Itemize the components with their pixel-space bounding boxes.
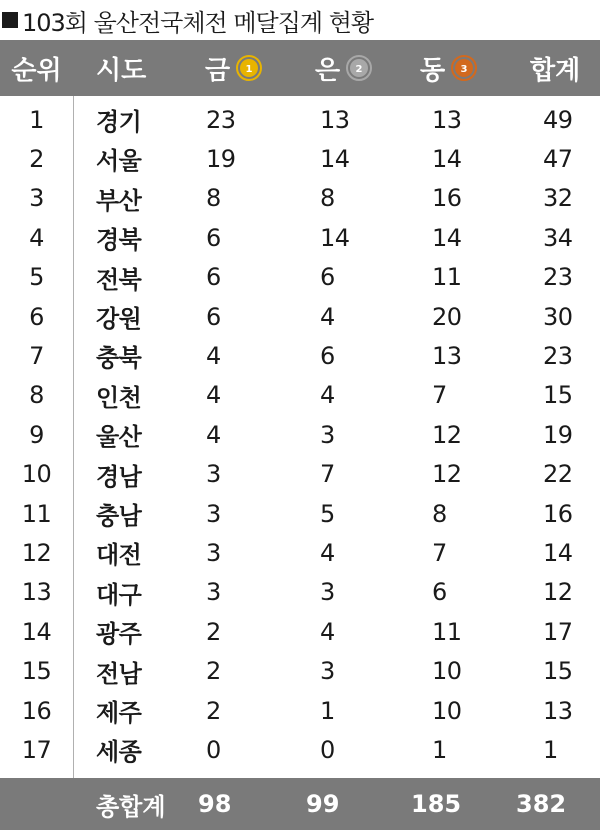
title-text: 103회 울산전국체전 메달집계 현황 [22,8,374,37]
footer-bronze: 185 [411,790,462,818]
cell-rank: 1 [29,105,44,134]
cell-rank: 2 [29,144,44,173]
header-region: 시도 [96,55,147,86]
header-gold-label: 금 [205,55,231,86]
cell-silver: 3 [320,657,335,686]
header-gold [205,40,262,96]
cell-bronze: 6 [432,578,447,607]
header-bronze-label: 동 [420,55,446,86]
cell-total: 47 [543,144,573,173]
cell-total: 19 [543,420,573,449]
table-row [0,691,600,730]
table-row [0,218,600,257]
table-row [0,533,600,572]
cell-gold: 6 [206,223,221,252]
table-row [0,100,600,139]
table-footer [0,778,600,830]
table-header [0,40,600,96]
cell-bronze: 12 [432,420,462,449]
silver-medal-number: 2 [355,64,363,75]
cell-region: 경북 [96,226,142,255]
cell-gold: 4 [206,381,221,410]
cell-gold: 3 [206,538,221,567]
cell-silver: 3 [320,578,335,607]
header-silver [315,40,372,96]
cell-rank: 6 [29,302,44,331]
cell-bronze: 7 [432,381,447,410]
cell-total: 13 [543,696,573,725]
cell-region: 경남 [96,462,142,491]
cell-silver: 13 [320,105,350,134]
cell-region: 제주 [96,699,142,727]
cell-region: 서울 [96,147,142,176]
cell-silver: 14 [320,223,350,252]
cell-rank: 3 [29,184,44,213]
cell-gold: 4 [206,420,221,449]
cell-silver: 3 [320,420,335,449]
footer-silver: 99 [306,790,340,818]
cell-region: 울산 [96,423,142,452]
cell-rank: 15 [21,657,52,686]
cell-region: 세종 [96,738,142,767]
cell-gold: 0 [206,735,221,764]
cell-total: 1 [543,735,558,764]
cell-region: 경기 [96,108,142,136]
cell-rank: 5 [29,263,44,292]
cell-region: 대구 [96,580,142,609]
cell-bronze: 13 [432,105,462,134]
header-bronze [420,40,477,96]
cell-gold: 8 [206,184,221,213]
cell-region: 인천 [96,383,142,412]
cell-bronze: 11 [432,263,462,292]
cell-gold: 6 [206,302,221,331]
cell-total: 23 [543,341,573,370]
cell-rank: 8 [29,381,44,410]
cell-rank: 16 [21,696,52,725]
cell-total: 30 [543,302,573,331]
cell-gold: 2 [206,696,221,725]
footer-gold: 98 [198,790,232,818]
cell-region: 대전 [96,541,142,570]
cell-silver: 4 [320,381,335,410]
cell-silver: 6 [320,341,335,370]
table-row [0,573,600,612]
cell-bronze: 10 [432,657,462,686]
cell-rank: 12 [21,538,52,567]
cell-rank: 7 [29,341,44,370]
cell-gold: 3 [206,499,221,528]
table-row [0,455,600,494]
cell-silver: 4 [320,538,335,567]
cell-total: 16 [543,499,573,528]
cell-total: 49 [543,105,573,134]
cell-silver: 6 [320,263,335,292]
cell-rank: 11 [21,499,52,528]
header-rank: 순위 [11,55,62,86]
cell-total: 15 [543,657,573,686]
cell-bronze: 1 [432,735,447,764]
table-row [0,652,600,691]
cell-silver: 8 [320,184,335,213]
cell-rank: 10 [21,460,52,489]
cell-silver: 4 [320,302,335,331]
cell-bronze: 16 [432,184,462,213]
cell-bronze: 10 [432,696,462,725]
cell-gold: 2 [206,617,221,646]
cell-region: 강원 [96,305,142,333]
cell-bronze: 14 [432,223,462,252]
cell-silver: 1 [320,696,335,725]
table-row [0,139,600,178]
cell-region: 충북 [96,344,142,373]
cell-total: 15 [543,381,573,410]
cell-total: 12 [543,578,573,607]
footer-label: 총합계 [96,792,166,821]
cell-bronze: 7 [432,538,447,567]
cell-rank: 17 [21,735,52,764]
cell-silver: 5 [320,499,335,528]
cell-region: 충남 [96,502,142,530]
table-row [0,258,600,297]
cell-total: 32 [543,184,573,213]
footer-total: 382 [516,790,567,818]
cell-silver: 14 [320,144,350,173]
cell-gold: 3 [206,460,221,489]
table-row [0,612,600,651]
bronze-medal-icon [451,55,477,81]
cell-gold: 3 [206,578,221,607]
gold-medal-number: 1 [245,64,253,75]
table-row [0,179,600,218]
table-row [0,336,600,375]
cell-silver: 7 [320,460,335,489]
cell-total: 14 [543,538,573,567]
cell-rank: 13 [21,578,52,607]
header-total: 합계 [530,55,581,86]
cell-region: 부산 [96,186,142,215]
header-silver-label: 은 [315,55,341,86]
chart-title [0,0,600,40]
cell-gold: 23 [206,105,236,134]
cell-gold: 19 [206,144,236,173]
cell-region: 전남 [96,659,142,688]
cell-silver: 0 [320,735,335,764]
silver-medal-icon [346,55,372,81]
cell-bronze: 13 [432,341,462,370]
cell-rank: 14 [21,617,52,646]
table-row [0,297,600,336]
cell-bronze: 12 [432,460,462,489]
cell-total: 22 [543,460,573,489]
table-row [0,494,600,533]
cell-total: 17 [543,617,573,646]
bronze-medal-number: 3 [460,64,468,75]
title-square-icon [2,12,18,28]
cell-region: 전북 [96,265,142,294]
table-row [0,376,600,415]
gold-medal-icon [236,55,262,81]
cell-rank: 9 [29,420,44,449]
table-row [0,730,600,769]
cell-bronze: 20 [432,302,462,331]
cell-bronze: 14 [432,144,462,173]
cell-total: 23 [543,263,573,292]
cell-bronze: 8 [432,499,447,528]
cell-gold: 6 [206,263,221,292]
cell-gold: 2 [206,657,221,686]
cell-gold: 4 [206,341,221,370]
cell-silver: 4 [320,617,335,646]
cell-region: 광주 [96,620,142,649]
table-row [0,415,600,454]
cell-bronze: 11 [432,617,462,646]
cell-total: 34 [543,223,573,252]
cell-rank: 4 [29,223,44,252]
